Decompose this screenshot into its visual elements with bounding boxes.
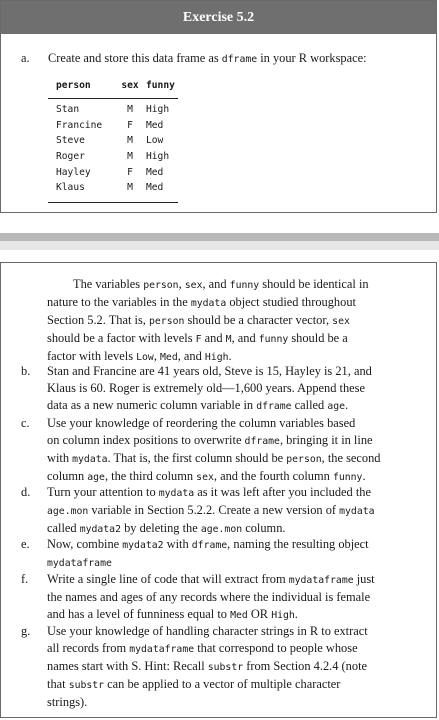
page-divider-light	[0, 241, 439, 250]
item-g-text: Use your knowledge of handling character strings in R to extract all records from mydataframe that correspond to people whose names start with S. Hint: Recall substr from Section 4.2.4 (note that substr can be applied to a vector of multiple character strings).	[47, 624, 368, 709]
item-c-text: Use your knowledge of reordering the column variables based on column index positions to overwrite dframe, bringing it in line with mydata. That is, the first column should be person, the second column age, the third column sex, and the fourth column funny.	[47, 416, 381, 483]
col-funny: funny	[146, 76, 178, 99]
item-g-label: g.	[21, 624, 31, 638]
cell-funny: Low	[146, 135, 164, 147]
item-d-text: Turn your attention to mydata as it was left after you included the age.mon variable in Section 5.2.2. Create a new version of mydata called mydata2 by deleting the age.mon column.	[47, 485, 375, 535]
cell-funny: Med	[146, 166, 164, 178]
item-c-label: c.	[21, 416, 30, 430]
cell-person: Steve	[56, 135, 85, 147]
table-header-row	[48, 76, 178, 99]
item-b-text: Stan and Francine are 41 years old, Steve is 15, Hayley is 21, and Klaus is 60. Roger is extremely old—1,600 years. Append these data as a new numeric column variable in dframe called age.	[47, 364, 372, 412]
table-row	[48, 133, 178, 149]
cell-person: Klaus	[48, 180, 114, 202]
cell-funny: Med	[146, 119, 164, 131]
cell-person: Roger	[56, 151, 85, 163]
item-f-text: Write a single line of code that will extract from mydataframe just the names and ages of any records where the individual is female and has a level of funniness equal to Med OR High.	[47, 572, 375, 621]
item-f-label: f.	[21, 572, 29, 586]
cell-funny: Med	[146, 180, 178, 202]
cell-sex: F	[127, 166, 133, 178]
cell-sex: F	[127, 119, 133, 131]
item-a-continuation: The variables person, sex, and funny should be identical in nature to the variables in the mydata object studied throughout Section 5.2. That is, person should be a character vector, sex should be a factor with levels F and M, and funny should be a factor with levels Low, Med, and High.	[47, 277, 369, 363]
cell-person: Hayley	[56, 166, 91, 178]
item-b-label: b.	[21, 364, 31, 378]
table-row	[48, 149, 178, 165]
table-row	[48, 99, 178, 118]
exercise-panel-bottom	[0, 262, 437, 718]
table-row	[48, 164, 178, 180]
col-sex: sex	[114, 76, 146, 99]
col-person: person	[48, 76, 114, 99]
item-d-label: d.	[21, 485, 31, 499]
cell-person: Francine	[56, 119, 103, 131]
table-row	[48, 118, 178, 134]
exercise-title: Exercise 5.2	[1, 1, 436, 34]
cell-funny: High	[146, 151, 170, 163]
cell-sex: M	[127, 135, 133, 147]
cell-person: Stan	[56, 104, 80, 116]
item-e-label: e.	[21, 537, 30, 551]
data-frame-table	[48, 76, 178, 203]
exercise-panel-top	[0, 0, 437, 213]
code-dframe: dframe	[221, 54, 258, 65]
item-a-text: Create and store this data frame as dframe in your R workspace:	[48, 51, 367, 65]
cell-funny: High	[146, 104, 170, 116]
page-divider-dark	[0, 233, 439, 241]
table-row	[48, 180, 178, 202]
cell-sex: M	[127, 104, 133, 116]
cell-sex: M	[114, 180, 146, 202]
cell-sex: M	[127, 151, 133, 163]
item-a-label: a.	[21, 51, 30, 65]
item-e-text: Now, combine mydata2 with dframe, naming the resulting object mydataframe	[47, 537, 369, 569]
